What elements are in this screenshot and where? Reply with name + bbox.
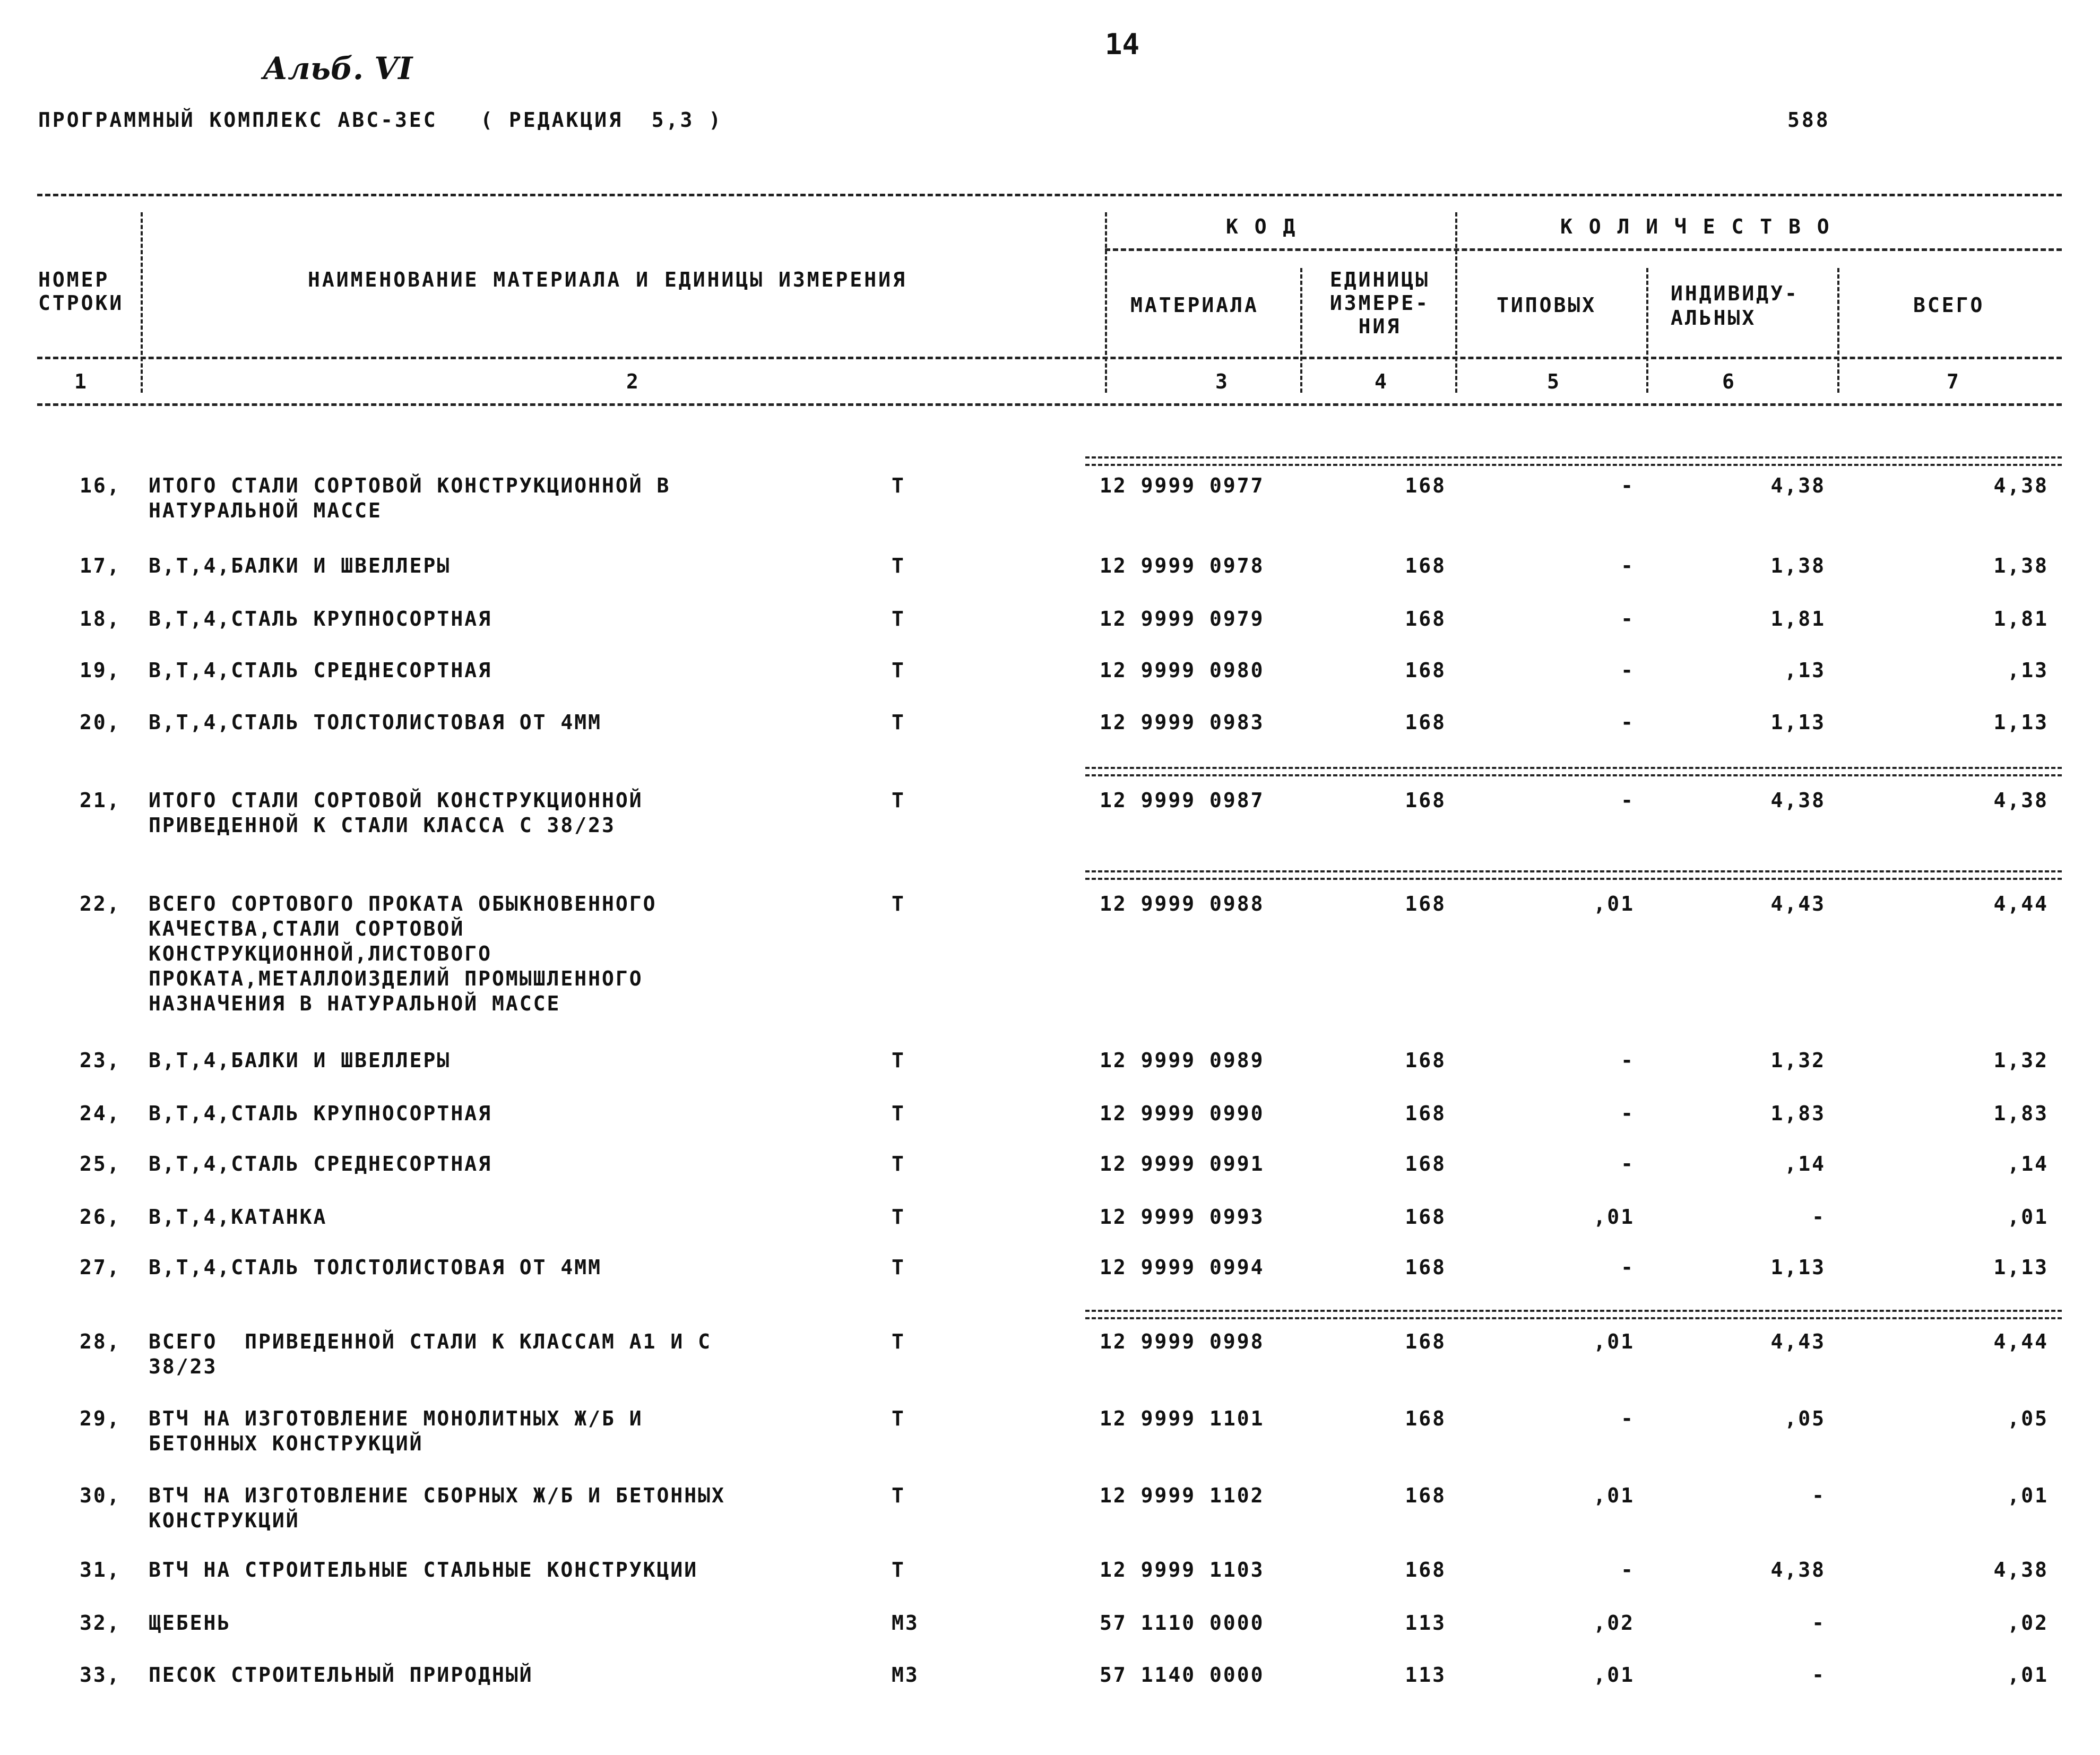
col-sep-4: [1455, 212, 1457, 393]
qty-total: ,14: [2007, 1152, 2049, 1175]
qty-typical: ,01: [1593, 1663, 1635, 1687]
row-number: 22,: [80, 892, 121, 915]
header-code-material: МАТЕРИАЛА: [1130, 293, 1259, 317]
material-name: ПЕСОК СТРОИТЕЛЬНЫЙ ПРИРОДНЫЙ: [149, 1663, 533, 1687]
qty-individual: 4,38: [1770, 1558, 1826, 1581]
unit: Т: [892, 474, 905, 497]
material-name: В,Т,4,СТАЛЬ СРЕДНЕСОРТНАЯ: [149, 659, 492, 682]
unit: Т: [892, 789, 905, 812]
qty-total: 4,38: [1993, 474, 2049, 497]
qty-typical: -: [1621, 789, 1635, 812]
code-group-rule: [1105, 248, 2062, 251]
row-number: 20,: [80, 711, 121, 734]
material-name: ВТЧ НА СТРОИТЕЛЬНЫЕ СТАЛЬНЫЕ КОНСТРУКЦИИ: [149, 1558, 698, 1581]
row-number: 25,: [80, 1152, 121, 1175]
row-number: 32,: [80, 1611, 121, 1635]
material-name: В,Т,4,БАЛКИ И ШВЕЛЛЕРЫ: [149, 1049, 451, 1072]
unit-code: 113: [1405, 1611, 1446, 1635]
qty-typical: -: [1621, 1256, 1635, 1279]
material-code: 12 9999 0979: [1100, 607, 1265, 630]
qty-total: 4,38: [1993, 1558, 2049, 1581]
row-number: 27,: [80, 1256, 121, 1279]
unit: Т: [892, 659, 905, 682]
qty-total: 4,44: [1993, 892, 2049, 915]
row-number: 28,: [80, 1330, 121, 1353]
unit-code: 168: [1405, 892, 1446, 915]
material-code: 12 9999 0977: [1100, 474, 1265, 497]
material-code: 12 9999 0983: [1100, 711, 1265, 734]
col-sep-3: [1300, 268, 1302, 393]
qty-total: 1,81: [1993, 607, 2049, 630]
col-sep-6: [1837, 268, 1839, 393]
col-sep-1: [141, 212, 143, 393]
header-qty-total: ВСЕГО: [1913, 293, 1985, 317]
total-separator-rule: [1085, 1310, 2062, 1319]
header-qty-individual: ИНДИВИДУ- АЛЬНЫХ: [1671, 282, 1799, 330]
unit-code: 168: [1405, 789, 1446, 812]
unit-code: 113: [1405, 1663, 1446, 1687]
material-name: В,Т,4,КАТАНКА: [149, 1205, 327, 1229]
qty-individual: -: [1812, 1611, 1826, 1635]
table-top-rule: [37, 194, 2062, 196]
material-code: 57 1140 0000: [1100, 1663, 1265, 1687]
sheet-number: 588: [1787, 108, 1830, 132]
row-number: 23,: [80, 1049, 121, 1072]
row-number: 17,: [80, 554, 121, 577]
qty-individual: ,14: [1784, 1152, 1826, 1175]
qty-total: ,13: [2007, 659, 2049, 682]
qty-total: ,02: [2007, 1611, 2049, 1635]
unit-code: 168: [1405, 659, 1446, 682]
qty-individual: 1,13: [1770, 711, 1826, 734]
material-name: ВСЕГО ПРИВЕДЕННОЙ СТАЛИ К КЛАССАМ А1 И С 38/23: [149, 1330, 712, 1378]
page-number: 14: [1105, 28, 1140, 61]
unit-code: 168: [1405, 1558, 1446, 1581]
qty-total: ,01: [2007, 1663, 2049, 1687]
qty-total: ,01: [2007, 1484, 2049, 1507]
material-name: ВСЕГО СОРТОВОГО ПРОКАТА ОБЫКНОВЕННОГО КАЧЕСТВА,СТАЛИ СОРТОВОЙ КОНСТРУКЦИОННОЙ,ЛИСТОВОГО ПРОКАТА,МЕТАЛЛОИЗДЕЛИЙ ПРОМЫШЛЕННОГО НАЗНАЧЕНИЯ В НАТУРАЛЬНОЙ МАССЕ: [149, 892, 657, 1015]
total-separator-rule: [1085, 456, 2062, 466]
qty-total: 1,83: [1993, 1102, 2049, 1125]
column-numbers-rule: [37, 403, 2062, 406]
qty-individual: 1,83: [1770, 1102, 1826, 1125]
qty-individual: ,13: [1784, 659, 1826, 682]
qty-typical: -: [1621, 659, 1635, 682]
unit-code: 168: [1405, 1484, 1446, 1507]
qty-typical: ,01: [1593, 1205, 1635, 1229]
row-number: 30,: [80, 1484, 121, 1507]
qty-individual: 4,38: [1770, 789, 1826, 812]
row-number: 19,: [80, 659, 121, 682]
qty-individual: -: [1812, 1663, 1826, 1687]
unit: Т: [892, 1330, 905, 1353]
material-name: В,Т,4,СТАЛЬ ТОЛСТОЛИСТОВАЯ ОТ 4ММ: [149, 711, 602, 734]
header-qty-typical: ТИПОВЫХ: [1497, 293, 1597, 317]
unit: Т: [892, 1484, 905, 1507]
qty-individual: 4,43: [1770, 1330, 1826, 1353]
qty-typical: ,01: [1593, 1330, 1635, 1353]
material-name: ИТОГО СТАЛИ СОРТОВОЙ КОНСТРУКЦИОННОЙ ПРИВЕДЕННОЙ К СТАЛИ КЛАССА С 38/23: [149, 789, 643, 837]
col-number-3: 3: [1215, 370, 1230, 393]
unit-code: 168: [1405, 1049, 1446, 1072]
qty-individual: -: [1812, 1205, 1826, 1229]
unit: Т: [892, 1205, 905, 1229]
unit: Т: [892, 1558, 905, 1581]
unit: Т: [892, 711, 905, 734]
material-code: 12 9999 0978: [1100, 554, 1265, 577]
program-title: ПРОГРАММНЫЙ КОМПЛЕКС АВС-ЗЕС ( РЕДАКЦИЯ 5,3 ): [38, 108, 723, 132]
material-name: В,Т,4,СТАЛЬ КРУПНОСОРТНАЯ: [149, 1102, 492, 1125]
qty-total: 1,38: [1993, 554, 2049, 577]
unit-code: 168: [1405, 1256, 1446, 1279]
row-number: 24,: [80, 1102, 121, 1125]
qty-total: 1,32: [1993, 1049, 2049, 1072]
material-code: 12 9999 0987: [1100, 789, 1265, 812]
header-bottom-rule: [37, 357, 2062, 359]
qty-typical: -: [1621, 1049, 1635, 1072]
qty-individual: 1,32: [1770, 1049, 1826, 1072]
total-separator-rule: [1085, 767, 2062, 776]
unit-code: 168: [1405, 474, 1446, 497]
unit: Т: [892, 1152, 905, 1175]
material-code: 12 9999 1101: [1100, 1407, 1265, 1430]
col-number-7: 7: [1947, 370, 1961, 393]
header-name: НАИМЕНОВАНИЕ МАТЕРИАЛА И ЕДИНИЦЫ ИЗМЕРЕНИЯ: [308, 268, 907, 291]
col-number-5: 5: [1547, 370, 1561, 393]
unit-code: 168: [1405, 1102, 1446, 1125]
qty-individual: ,05: [1784, 1407, 1826, 1430]
material-name: В,Т,4,СТАЛЬ КРУПНОСОРТНАЯ: [149, 607, 492, 630]
unit: Т: [892, 1407, 905, 1430]
material-code: 12 9999 0989: [1100, 1049, 1265, 1072]
material-code: 12 9999 0991: [1100, 1152, 1265, 1175]
qty-individual: 4,38: [1770, 474, 1826, 497]
header-row-number: НОМЕР СТРОКИ: [38, 268, 124, 315]
qty-total: 4,44: [1993, 1330, 2049, 1353]
qty-total: ,01: [2007, 1205, 2049, 1229]
material-code: 12 9999 0993: [1100, 1205, 1265, 1229]
material-code: 12 9999 0988: [1100, 892, 1265, 915]
qty-typical: -: [1621, 1407, 1635, 1430]
unit-code: 168: [1405, 1152, 1446, 1175]
qty-individual: 1,13: [1770, 1256, 1826, 1279]
qty-total: 1,13: [1993, 711, 2049, 734]
material-name: ЩЕБЕНЬ: [149, 1611, 231, 1635]
unit-code: 168: [1405, 1205, 1446, 1229]
col-number-1: 1: [74, 370, 89, 393]
qty-typical: -: [1621, 1152, 1635, 1175]
row-number: 33,: [80, 1663, 121, 1687]
qty-typical: ,01: [1593, 892, 1635, 915]
qty-total: 4,38: [1993, 789, 2049, 812]
qty-total: ,05: [2007, 1407, 2049, 1430]
material-name: В,Т,4,СТАЛЬ СРЕДНЕСОРТНАЯ: [149, 1152, 492, 1175]
qty-individual: 4,43: [1770, 892, 1826, 915]
qty-typical: -: [1621, 1558, 1635, 1581]
material-name: ВТЧ НА ИЗГОТОВЛЕНИЕ МОНОЛИТНЫХ Ж/Б И БЕТОННЫХ КОНСТРУКЦИЙ: [149, 1407, 643, 1455]
col-number-6: 6: [1722, 370, 1736, 393]
row-number: 18,: [80, 607, 121, 630]
unit-code: 168: [1405, 1330, 1446, 1353]
material-name: В,Т,4,СТАЛЬ ТОЛСТОЛИСТОВАЯ ОТ 4ММ: [149, 1256, 602, 1279]
unit: М3: [892, 1663, 919, 1687]
qty-individual: -: [1812, 1484, 1826, 1507]
unit-code: 168: [1405, 554, 1446, 577]
qty-typical: ,02: [1593, 1611, 1635, 1635]
unit: Т: [892, 892, 905, 915]
qty-total: 1,13: [1993, 1256, 2049, 1279]
qty-individual: 1,81: [1770, 607, 1826, 630]
header-qty-group: К О Л И Ч Е С Т В О: [1560, 215, 1831, 238]
handwritten-album-note: Альб. VI: [263, 50, 413, 87]
unit-code: 168: [1405, 607, 1446, 630]
total-separator-rule: [1085, 870, 2062, 880]
row-number: 31,: [80, 1558, 121, 1581]
qty-typical: -: [1621, 554, 1635, 577]
unit: Т: [892, 1049, 905, 1072]
row-number: 21,: [80, 789, 121, 812]
material-code: 12 9999 0994: [1100, 1256, 1265, 1279]
row-number: 16,: [80, 474, 121, 497]
unit: Т: [892, 1256, 905, 1279]
material-code: 57 1110 0000: [1100, 1611, 1265, 1635]
qty-typical: -: [1621, 474, 1635, 497]
header-code-unit: ЕДИНИЦЫ ИЗМЕРЕ- НИЯ: [1329, 268, 1430, 338]
material-code: 12 9999 1102: [1100, 1484, 1265, 1507]
qty-typical: ,01: [1593, 1484, 1635, 1507]
qty-typical: -: [1621, 607, 1635, 630]
material-code: 12 9999 0998: [1100, 1330, 1265, 1353]
unit: Т: [892, 1102, 905, 1125]
col-sep-5: [1646, 268, 1648, 393]
col-sep-2: [1105, 212, 1107, 393]
qty-typical: -: [1621, 711, 1635, 734]
unit: Т: [892, 554, 905, 577]
material-name: В,Т,4,БАЛКИ И ШВЕЛЛЕРЫ: [149, 554, 451, 577]
material-code: 12 9999 1103: [1100, 1558, 1265, 1581]
col-number-2: 2: [626, 370, 641, 393]
header-code-group: К О Д: [1226, 215, 1298, 238]
material-name: ИТОГО СТАЛИ СОРТОВОЙ КОНСТРУКЦИОННОЙ В НАТУРАЛЬНОЙ МАССЕ: [149, 474, 671, 522]
material-code: 12 9999 0990: [1100, 1102, 1265, 1125]
row-number: 26,: [80, 1205, 121, 1229]
unit: М3: [892, 1611, 919, 1635]
unit-code: 168: [1405, 1407, 1446, 1430]
unit-code: 168: [1405, 711, 1446, 734]
qty-individual: 1,38: [1770, 554, 1826, 577]
material-code: 12 9999 0980: [1100, 659, 1265, 682]
qty-typical: -: [1621, 1102, 1635, 1125]
material-name: ВТЧ НА ИЗГОТОВЛЕНИЕ СБОРНЫХ Ж/Б И БЕТОННЫХ КОНСТРУКЦИЙ: [149, 1484, 725, 1532]
col-number-4: 4: [1375, 370, 1389, 393]
unit: Т: [892, 607, 905, 630]
row-number: 29,: [80, 1407, 121, 1430]
